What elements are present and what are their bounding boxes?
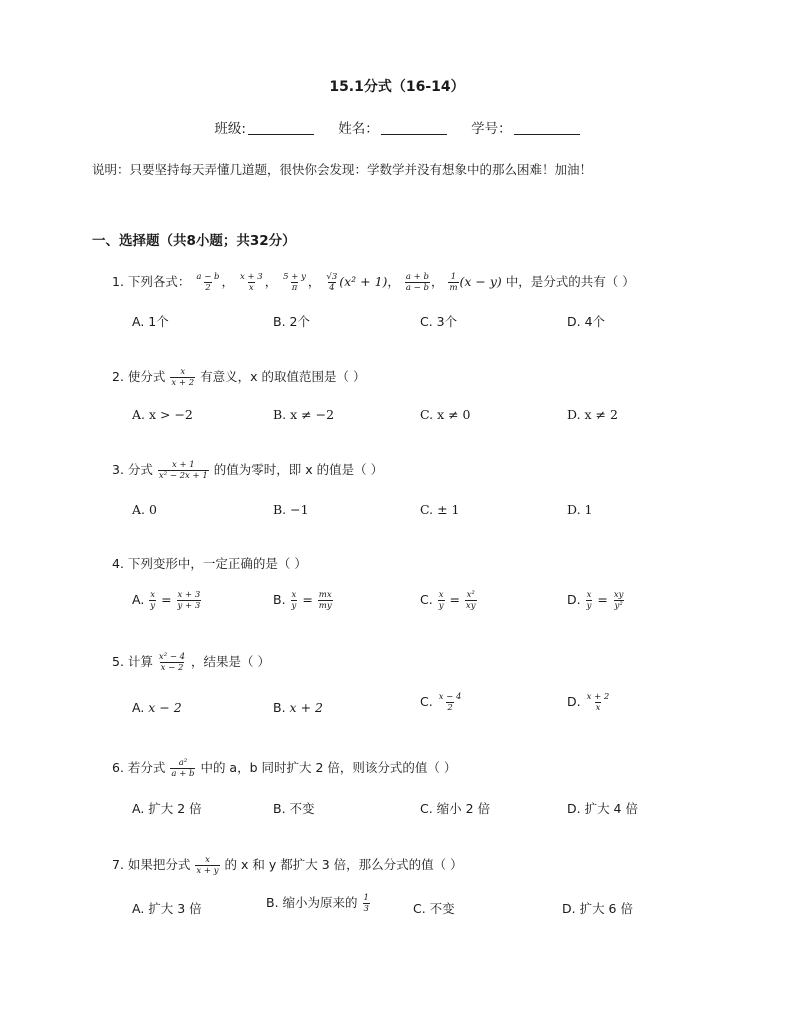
option-d[interactable]: D. $\frac{x + 2}{x}$	[567, 692, 610, 713]
option-c[interactable]: C. $\frac{x}{y}$ = $\frac{\text{x²}}{xy}$	[420, 590, 476, 611]
fraction: $\frac{\text{x² − 4}}{x - 2}$	[158, 652, 186, 673]
fraction: $\frac{1}{m}$	[449, 272, 458, 293]
option-c[interactable]: C. 缩小 2 倍	[420, 801, 491, 816]
question-stem-end: 有意义，x 的取值范围是（ ）	[200, 369, 366, 384]
fraction: $\frac{mx}{my}$	[318, 590, 332, 611]
question-3	[112, 460, 383, 481]
math-term: (x² + 1)	[339, 274, 388, 289]
question-stem-end: 中的 a，b 同时扩大 2 倍，则该分式的值（ ）	[200, 760, 457, 775]
page-title: 15.1分式（16-14）	[329, 79, 465, 95]
instruction-note: 说明：只要坚持每天弄懂几道题，很快你会发现：学数学并没有想象中的那么困难！加油！	[92, 162, 593, 177]
class-blank[interactable]	[248, 120, 314, 135]
fraction: $\frac{5 + y}{\pi}$	[283, 272, 306, 293]
option-b[interactable]: B. $\frac{x}{y}$ = $\frac{mx}{my}$	[273, 590, 332, 611]
fraction: $\frac{√3}{4}$	[326, 272, 338, 293]
fraction: $\frac{1}{3}$	[363, 893, 369, 914]
section-title: 一、选择题（共8小题；共32分）	[92, 233, 296, 249]
question-1: 1. 下列各式： $\frac{a - b}{2}$ ， $\frac{x + 3}{x}$ ， $\frac{5 + y}{\pi}$ ， $\frac{√3}{4}$ (x² + 1)， $\frac{a + b}{a - b}$ ， $\frac{1}{m}$ (x − y) 中，是分式的共有（ ）	[112, 272, 635, 293]
question-6	[112, 758, 456, 779]
option-c[interactable]: C. x ≠ 0	[420, 407, 471, 422]
fraction: $\frac{x + 2}{x}$	[586, 692, 610, 713]
option-b[interactable]: B. −1	[273, 502, 309, 517]
option-b[interactable]: B. 不变	[273, 801, 315, 816]
question-stem: 下列变形中，一定正确的是（ ）	[127, 556, 307, 571]
number-blank[interactable]	[514, 120, 580, 135]
class-field	[214, 121, 318, 137]
option-b[interactable]: B. 2个	[273, 314, 310, 329]
question-stem: 如果把分式	[127, 857, 191, 872]
fraction: $\frac{x + 3}{x}$	[239, 272, 263, 293]
option-a[interactable]: A. 扩大 3 倍	[132, 901, 202, 916]
option-d[interactable]: D. 4个	[567, 314, 606, 329]
class-label: 班级:	[214, 121, 246, 137]
question-number: 3.	[112, 462, 124, 477]
option-a[interactable]: A. 1个	[132, 314, 169, 329]
name-label: 姓名：	[338, 121, 379, 137]
student-info-row	[0, 117, 794, 137]
option-d[interactable]: D. $\frac{x}{y}$ = $\frac{xy}{\text{y²}}$	[567, 590, 624, 611]
option-c[interactable]: C. ± 1	[420, 502, 460, 517]
question-5	[112, 652, 270, 673]
option-b[interactable]: B. x + 2	[273, 700, 323, 715]
fraction: $\frac{x}{y}$	[291, 590, 297, 611]
question-7	[112, 855, 463, 876]
option-b[interactable]: B. x ≠ −2	[273, 407, 335, 422]
option-c[interactable]: C. 不变	[413, 901, 455, 916]
option-d[interactable]: D. 扩大 4 倍	[567, 801, 638, 816]
question-stem: 计算	[127, 654, 153, 669]
question-number: 6.	[112, 760, 124, 775]
question-stem-end: 的值为零时，即 x 的值是（ ）	[213, 462, 384, 477]
fraction: $\frac{x}{x + y}$	[196, 855, 219, 876]
fraction: $\frac{x}{x + 2}$	[171, 367, 195, 388]
name-blank[interactable]	[381, 120, 447, 135]
question-stem: 使分式	[127, 369, 166, 384]
fraction: $\frac{x + 3}{y + 3}$	[177, 590, 201, 611]
question-number: 4.	[112, 556, 124, 571]
question-stem-end: ，结果是（ ）	[191, 654, 271, 669]
question-4	[112, 554, 307, 572]
fraction: $\frac{\text{x²}}{xy}$	[465, 590, 476, 611]
question-stem: 若分式	[127, 760, 166, 775]
fraction: $\frac{x + 1}{\text{x² − 2x + 1}}$	[158, 460, 208, 481]
option-a[interactable]: A. $\frac{x}{y}$ = $\frac{x + 3}{y + 3}$	[132, 590, 201, 611]
fraction: $\frac{\text{a²}}{a + b}$	[171, 758, 195, 779]
question-stem: 分式	[127, 462, 153, 477]
fraction: $\frac{a + b}{a - b}$	[405, 272, 429, 293]
number-field	[471, 121, 580, 137]
question-stem-end: 的 x 和 y 都扩大 3 倍，那么分式的值（ ）	[224, 857, 463, 872]
option-c[interactable]: C. 3个	[420, 314, 458, 329]
question-number: 2.	[112, 369, 124, 384]
option-d[interactable]: D. x ≠ 2	[567, 407, 618, 422]
option-a[interactable]: A. 扩大 2 倍	[132, 801, 202, 816]
option-a[interactable]: A. 0	[132, 502, 157, 517]
fraction: $\frac{xy}{\text{y²}}$	[613, 590, 624, 611]
fraction: $\frac{x}{y}$	[438, 590, 444, 611]
math-term: (x − y)	[459, 274, 502, 289]
fraction: $\frac{a - b}{2}$	[196, 272, 220, 293]
option-c[interactable]: C. $\frac{x - 4}{2}$	[420, 692, 462, 713]
option-a[interactable]: A. x > −2	[132, 407, 193, 422]
number-label: 学号：	[471, 121, 512, 137]
fraction: $\frac{x}{y}$	[150, 590, 156, 611]
name-field	[338, 121, 451, 137]
option-a[interactable]: A. x − 2	[132, 700, 182, 715]
question-number: 1.	[112, 274, 124, 289]
question-stem: 下列各式：	[127, 274, 191, 289]
fraction: $\frac{x}{y}$	[586, 590, 592, 611]
option-b[interactable]: B. 缩小为原来的 $\frac{1}{3}$	[266, 893, 369, 914]
question-number: 7.	[112, 857, 124, 872]
question-stem-end: 中，是分式的共有（ ）	[505, 274, 635, 289]
question-2	[112, 367, 366, 388]
question-number: 5.	[112, 654, 124, 669]
fraction: $\frac{x - 4}{2}$	[438, 692, 462, 713]
option-d[interactable]: D. 1	[567, 502, 593, 517]
option-d[interactable]: D. 扩大 6 倍	[562, 901, 633, 916]
